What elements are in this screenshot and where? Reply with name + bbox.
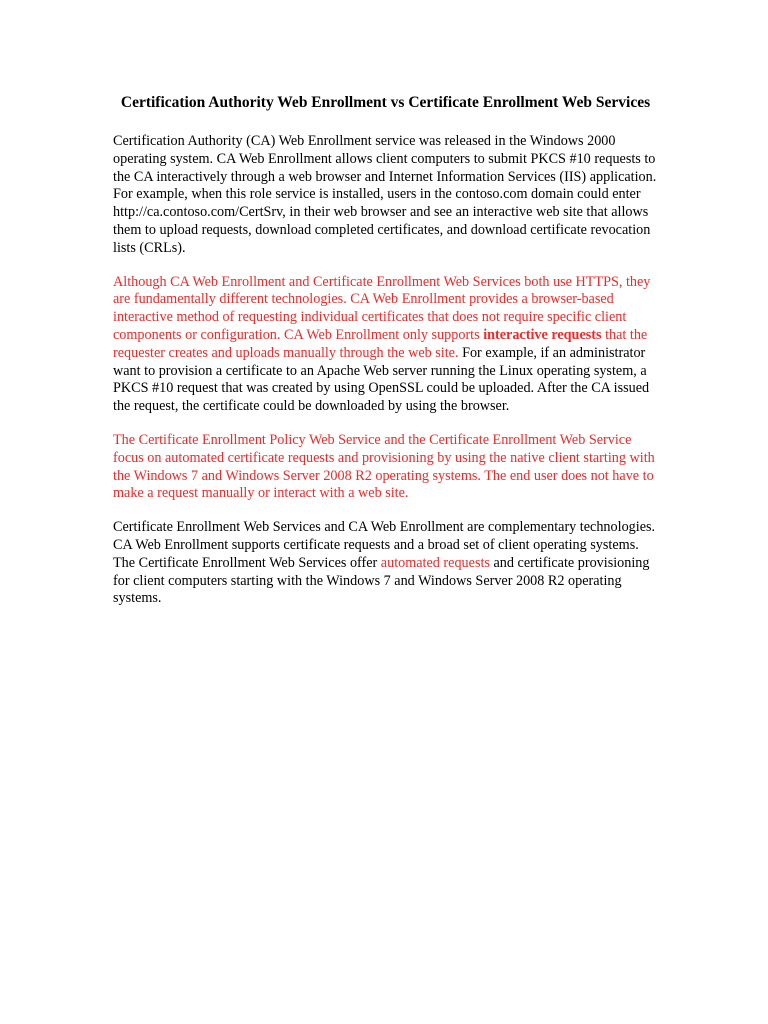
paragraph-technology-difference: [113, 274, 658, 416]
paragraph-ca-web-enrollment-intro: [113, 133, 658, 258]
paragraph-1-text: Certification Authority (CA) Web Enrollment service was released in the Windows 2000 operating system. CA Web Enrollment allows client computers to submit PKCS #10 requests to the CA interactively through a web browser and Internet Information Services (IIS) application. For example, when this role service is installed, users in the contoso.com domain could enter http://ca.contoso.com/CertSrv, in their web browser and see an interactive web site that allows them to upload requests, download completed certificates, and download certificate revocation lists (CRLs).: [113, 133, 657, 256]
paragraph-4-text-after: and certificate provisioning for client computers starting with the Windows 7 and Windows Server 2008 R2 operating systems.: [113, 554, 650, 607]
paragraph-3-text: The Certificate Enrollment Policy Web Service and the Certificate Enrollment Web Service focus on automated certificate requests and provisioning by using the native client starting with the Windows 7 and Windows Server 2008 R2 operating systems. The end user does not have to make a request manually or interact with a web site.: [113, 431, 655, 502]
document-title: Certification Authority Web Enrollment vs Certificate Enrollment Web Services: [120, 94, 651, 111]
paragraph-4-red-phrase: automated requests: [380, 554, 490, 571]
paragraph-2-bold-phrase: interactive requests: [483, 326, 602, 343]
paragraph-2-black-rest: For example, if an administrator want to provision a certificate to an Apache Web server running the Linux operating system, a PKCS #10 request that was created by using OpenSSL could be uploaded. After the CA issued the request, the certificate could be downloaded by using the browser.: [113, 344, 650, 415]
paragraph-complementary-technologies: [113, 519, 658, 608]
paragraph-enrollment-policy-service: [113, 432, 658, 503]
paragraph-4-text-before: Certificate Enrollment Web Services and CA Web Enrollment are complementary technologies. CA Web Enrollment supports certificate requests and a broad set of client operating systems. The Certificate Enrollment Web Services offer: [113, 519, 656, 571]
document-body: [113, 92, 658, 624]
paragraph-2-red-continuation: that the requester creates and uploads manually through the web site.: [113, 326, 648, 361]
paragraph-2-red-intro: Although CA Web Enrollment and Certificate Enrollment Web Services both use HTTPS, they are fundamentally different technologies. CA Web Enrollment provides a browser-based interactive method of requesting individual certificates that does not require specific client components or configuration. CA Web Enrollment only supports: [113, 273, 651, 343]
